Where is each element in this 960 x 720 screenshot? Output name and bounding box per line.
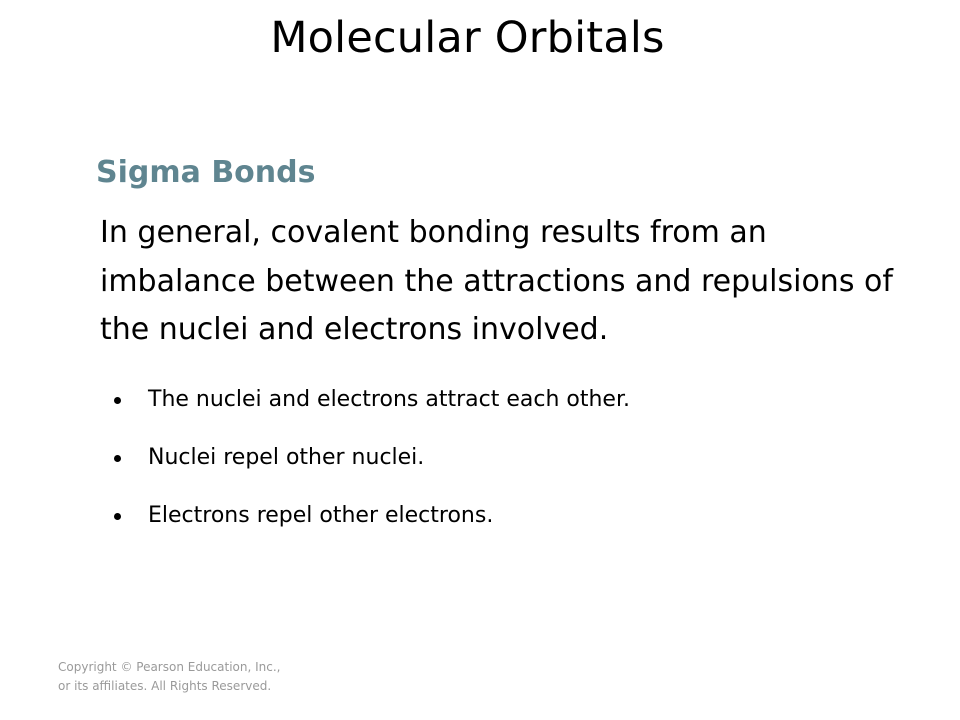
bullet-text: The nuclei and electrons attract each other. [148,387,630,412]
bullet-item [110,435,890,493]
bullet-dot-icon [114,397,121,404]
copyright-notice: Copyright © Pearson Education, Inc., or its affiliates. All Rights Reserved. [58,660,281,693]
section-subtitle: Sigma Bonds [96,155,316,190]
bullet-list [110,377,890,551]
bullet-dot-icon [114,513,121,520]
bullet-dot-icon [114,455,121,462]
bullet-item [110,493,890,551]
slide-title: Molecular Orbitals [270,13,665,63]
intro-paragraph: In general, covalent bonding results from an imbalance between the attractions and repulsions of the nuclei and electrons involved. [100,215,893,347]
bullet-item [110,377,890,435]
bullet-text: Nuclei repel other nuclei. [148,445,425,470]
bullet-text: Electrons repel other electrons. [148,503,494,528]
